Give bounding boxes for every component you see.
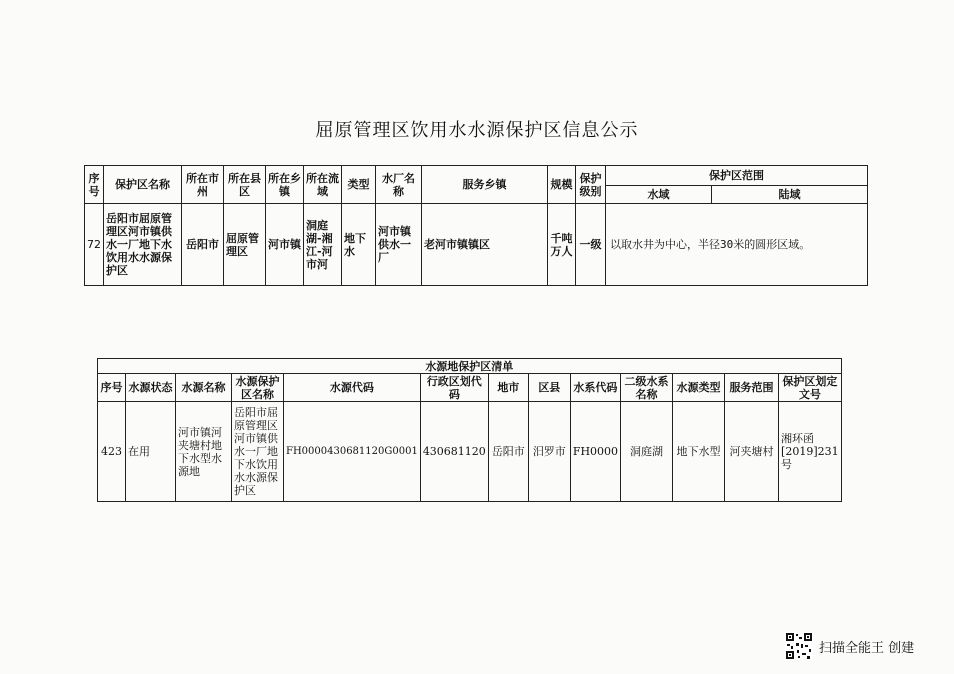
header-range: 保护区范围 bbox=[606, 166, 868, 186]
cell-county: 屈原管理区 bbox=[224, 204, 266, 286]
cell-system-code: FH0000 bbox=[570, 402, 620, 502]
qr-code-icon bbox=[785, 632, 813, 660]
cell-county: 汨罗市 bbox=[528, 402, 570, 502]
cell-city: 岳阳市 bbox=[488, 402, 528, 502]
cell-status: 在用 bbox=[126, 402, 176, 502]
header-status: 水源状态 bbox=[126, 374, 176, 402]
cell-type: 地下水 bbox=[342, 204, 376, 286]
header-land: 陆域 bbox=[712, 186, 868, 204]
header-type: 水源类型 bbox=[673, 374, 725, 402]
watermark-text: 扫描全能王 创建 bbox=[819, 640, 915, 656]
cell-seq: 423 bbox=[98, 402, 126, 502]
cell-town: 河市镇 bbox=[266, 204, 304, 286]
cell-city: 岳阳市 bbox=[182, 204, 224, 286]
header-name: 保护区名称 bbox=[104, 166, 182, 204]
header-zone-name: 水源保护区名称 bbox=[232, 374, 284, 402]
cell-zone-name: 岳阳市屈原管理区河市镇供水一厂地下水饮用水水源保护区 bbox=[232, 402, 284, 502]
cell-name: 河市镇河夹塘村地下水型水源地 bbox=[176, 402, 232, 502]
header-seq: 序号 bbox=[85, 166, 104, 204]
header-plant: 水厂名称 bbox=[376, 166, 422, 204]
cell-plant: 河市镇供水一厂 bbox=[376, 204, 422, 286]
header-doc: 保护区划定文号 bbox=[779, 374, 842, 402]
header-code: 水源代码 bbox=[284, 374, 421, 402]
header-system-name: 二级水系名称 bbox=[621, 374, 673, 402]
cell-system-name: 洞庭湖 bbox=[621, 402, 673, 502]
header-city: 地市 bbox=[488, 374, 528, 402]
cell-seq: 72 bbox=[85, 204, 104, 286]
header-county: 区县 bbox=[528, 374, 570, 402]
water-source-list-table bbox=[97, 358, 842, 502]
scanner-watermark bbox=[785, 632, 914, 660]
cell-range: 以取水井为中心，半径30米的圆形区域。 bbox=[606, 204, 868, 286]
cell-basin: 洞庭湖-湘江-河市河 bbox=[304, 204, 342, 286]
table-row bbox=[98, 402, 842, 502]
header-seq: 序号 bbox=[98, 374, 126, 402]
cell-admin-code: 430681120 bbox=[420, 402, 488, 502]
header-service: 服务范围 bbox=[725, 374, 779, 402]
cell-type: 地下水型 bbox=[673, 402, 725, 502]
cell-code: FH0000430681120G0001 bbox=[284, 402, 421, 502]
header-level: 保护级别 bbox=[576, 166, 606, 204]
protection-area-info-table bbox=[84, 165, 868, 286]
header-service: 服务乡镇 bbox=[422, 166, 548, 204]
cell-scale: 千吨万人 bbox=[548, 204, 576, 286]
header-admin-code: 行政区划代码 bbox=[420, 374, 488, 402]
table-caption: 水源地保护区清单 bbox=[98, 359, 842, 374]
header-county: 所在县区 bbox=[224, 166, 266, 204]
header-scale: 规模 bbox=[548, 166, 576, 204]
header-type: 类型 bbox=[342, 166, 376, 204]
page-title: 屈原管理区饮用水水源保护区信息公示 bbox=[315, 120, 639, 141]
header-water: 水域 bbox=[606, 186, 712, 204]
cell-doc: 湘环函[2019]231号 bbox=[779, 402, 842, 502]
header-name: 水源名称 bbox=[176, 374, 232, 402]
cell-name: 岳阳市屈原管理区河市镇供水一厂地下水饮用水水源保护区 bbox=[104, 204, 182, 286]
header-city: 所在市州 bbox=[182, 166, 224, 204]
header-town: 所在乡镇 bbox=[266, 166, 304, 204]
table-row bbox=[85, 204, 868, 286]
cell-service: 河夹塘村 bbox=[725, 402, 779, 502]
cell-service: 老河市镇镇区 bbox=[422, 204, 548, 286]
cell-level: 一级 bbox=[576, 204, 606, 286]
header-basin: 所在流域 bbox=[304, 166, 342, 204]
header-system-code: 水系代码 bbox=[570, 374, 620, 402]
